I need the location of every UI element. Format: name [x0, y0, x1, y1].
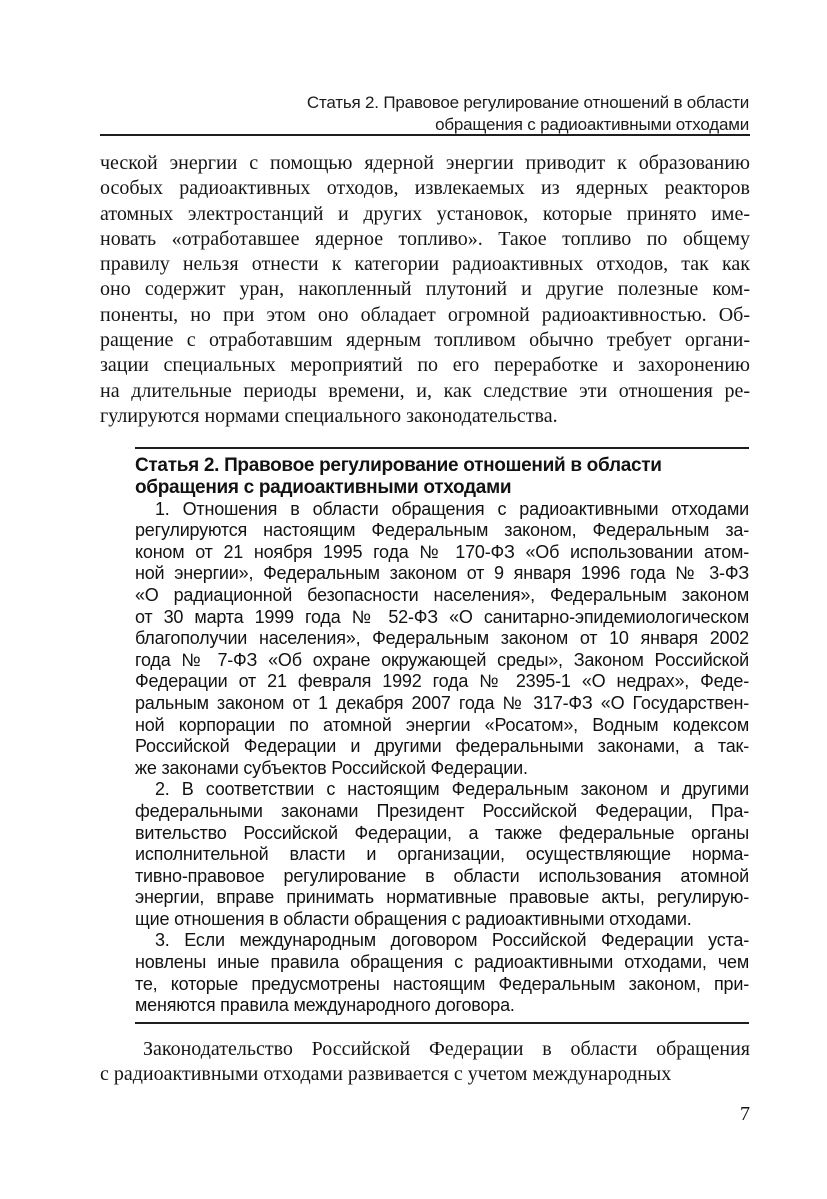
text-line: коном от 21 ноября 1995 года № 170-ФЗ «Об использовании атом-: [135, 541, 749, 562]
text-line: благополучии населения», Федеральным законом от 10 января 2002: [135, 628, 749, 649]
law-paragraph-3: [135, 930, 749, 1016]
text-line: тивно-правовое регулирование в области использования атомной: [135, 865, 749, 886]
header-rule: [100, 134, 750, 136]
text-line: Российской Федерации и другими федеральными законами, а так-: [135, 736, 749, 757]
text-line: регулируются настоящим Федеральным законом, Федеральным за-: [135, 520, 749, 541]
text-line: вительство Российской Федерации, а также федеральные органы: [135, 822, 749, 843]
text-line: года № 7-ФЗ «Об охране окружающей среды», Законом Российской: [135, 649, 749, 670]
text-line: «О радиационной безопасности населения», Федеральным законом: [135, 584, 749, 605]
text-line: ральным законом от 1 декабря 2007 года № 317-ФЗ «О Государствен-: [135, 692, 749, 713]
text-line: те, которые предусмотрены настоящим Федеральным законом, при-: [135, 973, 749, 994]
text-line: с радиоактивными отходами развивается с учетом международных: [100, 1063, 672, 1086]
text-line: Законодательство Российской Федерации в области обращения: [143, 1038, 750, 1060]
text-line: Статья 2. Правовое регулирование отношений в области: [306, 93, 749, 112]
text-line: правилу нельзя отнести к категории радиоактивных отходов, так как: [100, 253, 750, 276]
text-line: ческой энергии с помощью ядерной энергии приводит к образованию: [100, 152, 750, 174]
text-line: же законами субъектов Российской Федерации.: [135, 757, 528, 778]
text-line: Статья 2. Правовое регулирование отношений в области: [135, 455, 662, 476]
text-line: 3. Если международным договором Российской Федерации уста-: [155, 930, 749, 951]
text-line: федеральными законами Президент Российской Федерации, Пра-: [135, 800, 749, 821]
text-line: новать «отработавшее ядерное топливо». Такое топливо по общему: [100, 227, 750, 250]
text-line: оно содержит уран, накопленный плутоний и другие полезные ком-: [100, 278, 750, 301]
text-line: щие отношения в области обращения с радиоактивными отходами.: [135, 908, 692, 929]
text-line: энергии, вправе принимать нормативные правовые акты, регулирую-: [135, 887, 749, 908]
text-line: обращения с радиоактивными отходами: [435, 115, 749, 134]
intro-paragraph: [100, 151, 750, 429]
text-line: 1. Отношения в области обращения с радиоактивными отходами: [155, 498, 749, 519]
text-line: Федерации от 21 февраля 1992 года № 2395-1 «О недрах», Феде-: [135, 671, 749, 692]
text-line: ной корпорации по атомной энергии «Росатом», Водным кодексом: [135, 714, 749, 735]
text-line: атомных электростанций и других установок, которые принято име-: [100, 202, 750, 225]
text-line: поненты, но при этом оно обладает огромной радиоактивностью. Об-: [100, 303, 750, 326]
text-line: ной энергии», Федеральным законом от 9 января 1996 года № 3-ФЗ: [135, 563, 749, 584]
text-line: от 30 марта 1999 года № 52-ФЗ «О санитарно-эпидемиологическом: [135, 606, 749, 627]
running-header: [100, 92, 749, 136]
law-quotation-box: [135, 447, 749, 1024]
law-paragraph-1: [135, 499, 749, 780]
text-line: на длительные периоды времени, и, как следствие эти отношения ре-: [100, 379, 750, 402]
text-line: зации специальных мероприятий по его переработке и захоронению: [100, 354, 750, 377]
text-line: особых радиоактивных отходов, извлекаемых из ядерных реакторов: [100, 177, 750, 200]
page-number: 7: [740, 1103, 750, 1125]
text-line: гулируются нормами специального законодательства.: [100, 404, 558, 427]
text-line: новлены иные правила обращения с радиоактивными отходами, чем: [135, 952, 749, 973]
law-paragraph-2: [135, 779, 749, 930]
text-line: обращения с радиоактивными отходами: [135, 476, 512, 498]
law-box-heading: [135, 455, 749, 499]
closing-paragraph: [100, 1037, 750, 1088]
text-line: исполнительной власти и организации, осуществляющие норма-: [135, 844, 749, 865]
text-line: ращение с отработавшим ядерным топливом обычно требует органи-: [100, 329, 750, 352]
text-line: меняются правила международного договора.: [135, 995, 515, 1016]
text-line: 2. В соответствии с настоящим Федеральным законом и другими: [155, 779, 749, 800]
